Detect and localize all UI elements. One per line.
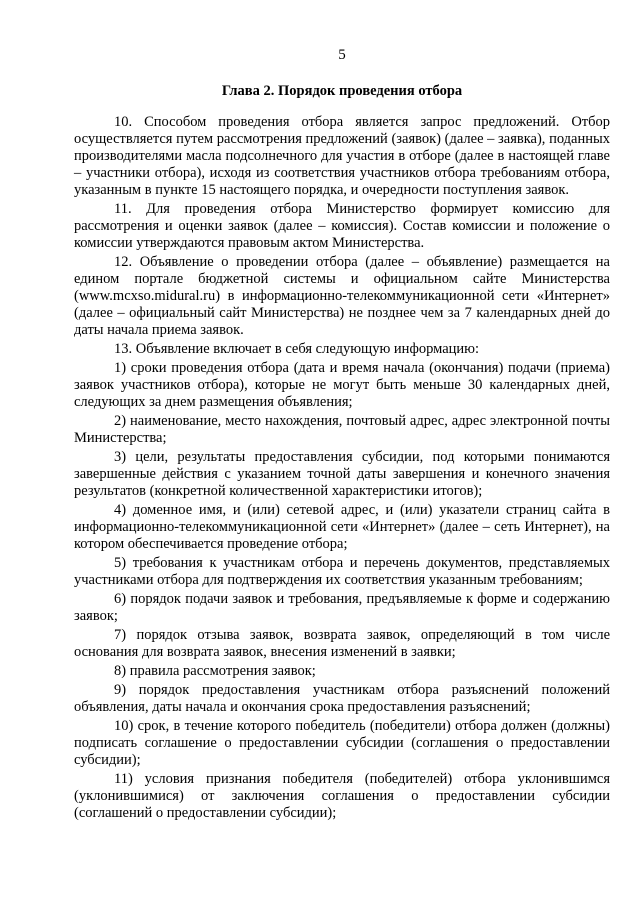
list-item-8: 8) правила рассмотрения заявок; bbox=[114, 663, 316, 679]
chapter-title: Глава 2. Порядок проведения отбора bbox=[221, 83, 463, 99]
page-number: 5 bbox=[338, 47, 346, 63]
list-item-4: 4) доменное имя, и (или) сетевой адрес, и (или) указатели страниц сайта в информационно-телекоммуникационной сети «Интернет» (далее – сеть Интернет), на котором обеспечивается проведение отбора; bbox=[74, 502, 610, 552]
document-page bbox=[74, 46, 610, 824]
list-item-11: 11) условия признания победителя (победителей) отбора уклонившимся (уклонившимися) от заключения соглашения о предоставлении субсидии (соглашений о предоставлении субсидии); bbox=[74, 771, 610, 821]
paragraph-13: 13. Объявление включает в себя следующую информацию: bbox=[114, 341, 480, 357]
list-item-1: 1) сроки проведения отбора (дата и время начала (окончания) подачи (приема) заявок участников отбора), которые не могут быть меньше 30 календарных дней, следующих за днем размещения объявления; bbox=[74, 360, 610, 410]
paragraph-10: 10. Способом проведения отбора является запрос предложений. Отбор осуществляется путем рассмотрения предложений (заявок) (далее – заявка), поданных производителями масла подсолнечного для участия в отборе (далее в настоящей главе – участники отбора), исходя из соответствия участников отбора требованиям отбора, указанным в пункте 15 настоящего порядка, и очередности поступления заявок. bbox=[74, 114, 610, 198]
list-item-10: 10) срок, в течение которого победитель (победители) отбора должен (должны) подписать соглашение о предоставлении субсидии (соглашения о предоставлении субсидии); bbox=[74, 718, 610, 768]
list-item-6: 6) порядок подачи заявок и требования, предъявляемые к форме и содержанию заявок; bbox=[74, 591, 610, 624]
list-item-5: 5) требования к участникам отбора и перечень документов, представляемых участниками отбора для подтверждения их соответствия указанным требованиям; bbox=[74, 555, 610, 588]
list-item-2: 2) наименование, место нахождения, почтовый адрес, адрес электронной почты Министерства; bbox=[74, 413, 610, 446]
list-item-9: 9) порядок предоставления участникам отбора разъяснений положений объявления, даты начала и окончания срока предоставления разъяснений; bbox=[74, 682, 610, 715]
paragraph-12: 12. Объявление о проведении отбора (далее – объявление) размещается на едином портале бюджетной системы и официальном сайте Министерства (www.mcxso.midural.ru) в информационно-телекоммуникационной сети «Интернет» (далее – официальный сайт Министерства) не позднее чем за 7 календарных дней до даты начала приема заявок. bbox=[74, 254, 610, 338]
paragraph-11: 11. Для проведения отбора Министерство формирует комиссию для рассмотрения и оценки заявок (далее – комиссия). Состав комиссии и положение о комиссии утверждаются правовым актом Министерства. bbox=[74, 201, 610, 251]
list-item-7: 7) порядок отзыва заявок, возврата заявок, определяющий в том числе основания для возврата заявок, внесения изменений в заявки; bbox=[74, 627, 610, 660]
list-item-3: 3) цели, результаты предоставления субсидии, под которыми понимаются завершенные действия с указанием точной даты завершения и конечного значения результатов (конкретной количественной характеристики итогов); bbox=[74, 449, 610, 499]
